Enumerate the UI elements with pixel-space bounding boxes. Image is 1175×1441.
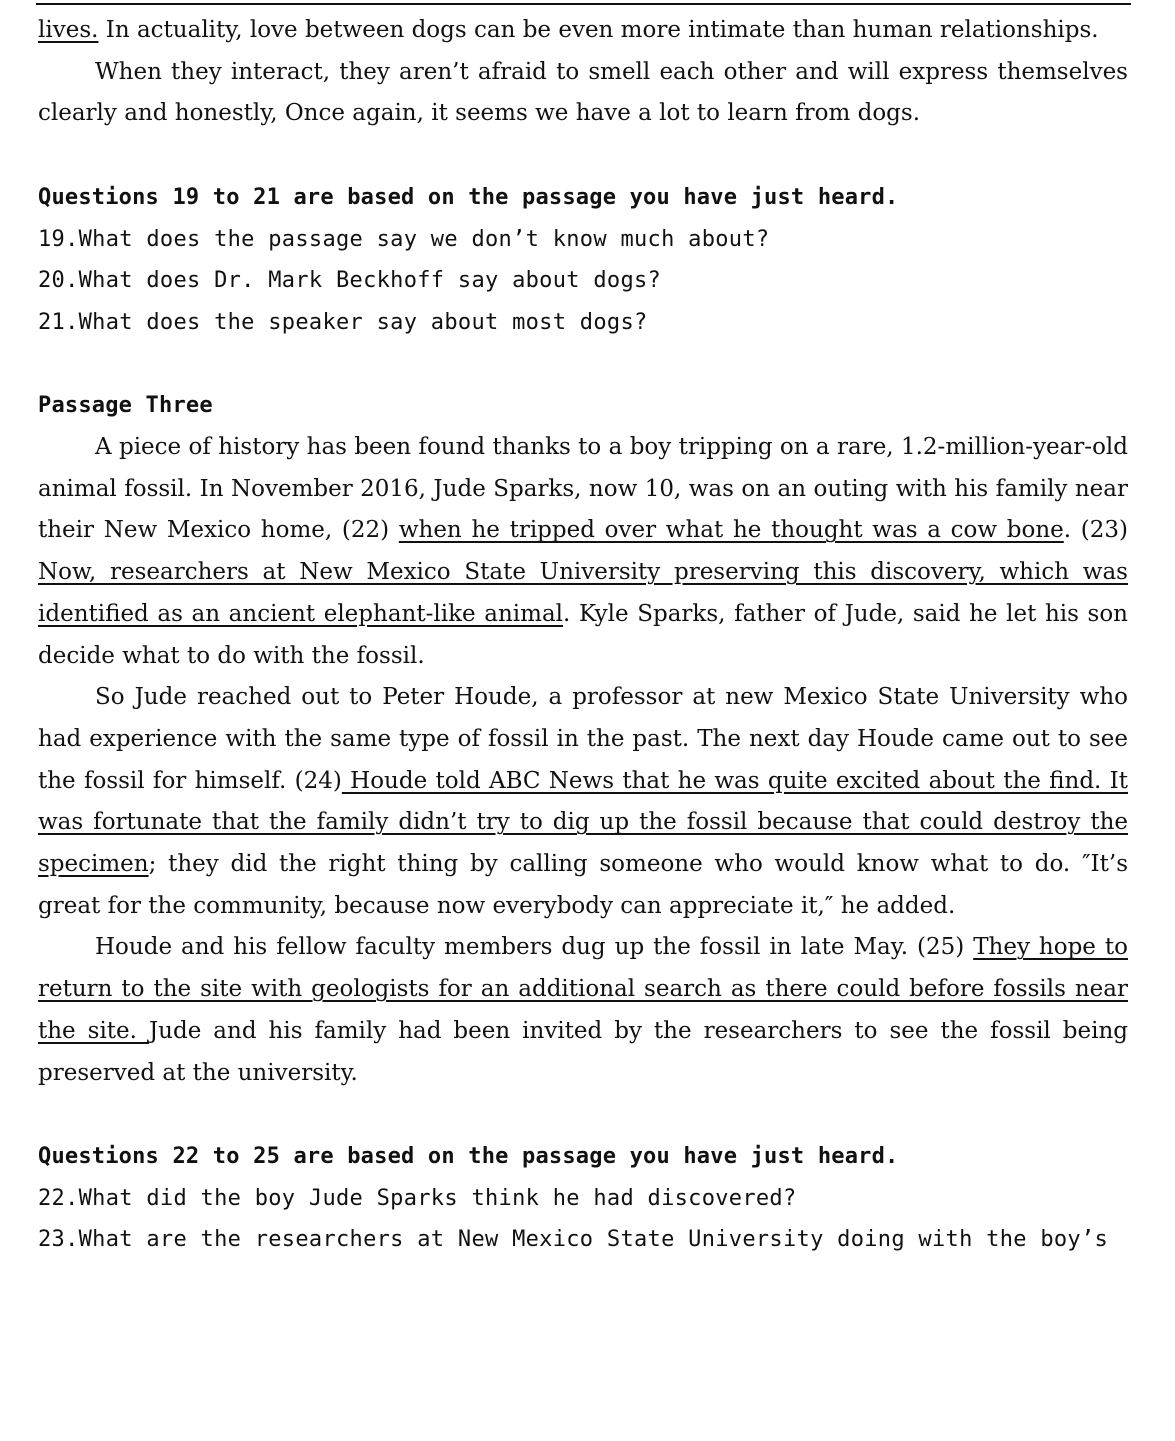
blank-line — [38, 135, 1128, 177]
document-body — [38, 10, 1128, 1261]
question-21: 21.What does the speaker say about most dogs? — [38, 309, 648, 335]
intro-paragraph-2: When they interact, they aren’t afraid to smell each other and will express themselves clearly and honestly, Once again, it seems we have a lot to learn from dogs. — [38, 58, 1128, 127]
body-text: Houde and his fellow faculty members dug up the fossil in late May. (25) — [95, 934, 974, 961]
underlined-answer-23: Now, researchers at New Mexico State University preserving this discovery, which was identified as an ancient elephant-like animal — [38, 559, 1128, 627]
blank-line — [38, 1094, 1128, 1136]
question-23: 23.What are the researchers at New Mexico State University doing with the boy’s — [38, 1227, 1109, 1253]
questions-19-21-heading: Questions 19 to 21 are based on the passage you have just heard. — [38, 184, 899, 210]
intro-paragraph-1 — [38, 10, 1128, 52]
underlined-answer-22: when he tripped over what he thought was a cow bone — [398, 517, 1064, 544]
body-text: A piece of history has been found thanks to a boy tripping on a rare, 1.2-million-year-old animal fossil. In November 2016, Jude Sparks, now 10, was on an outing with his family near their New Mexico home, (22) — [38, 434, 1128, 544]
blank-line — [38, 344, 1128, 386]
underlined-answer-24: Houde told ABC News that he was quite excited about the find. It was fortunate that the family didn’t try to dig up the fossil because that could destroy the specimen — [38, 767, 1128, 878]
body-text: In actuality, love between dogs can be even more intimate than human relationships. — [98, 17, 1099, 43]
question-22: 22.What did the boy Jude Sparks think he had discovered? — [38, 1185, 797, 1211]
question-19: 19.What does the passage say we don’t know much about? — [38, 226, 770, 252]
passage-three-title: Passage Three — [38, 393, 213, 419]
body-text: Jude and his family had been invited by the researchers to see the fossil being preserved at the university. — [38, 1017, 1128, 1086]
top-rule — [36, 3, 1131, 5]
questions-22-25-heading: Questions 22 to 25 are based on the passage you have just heard. — [38, 1143, 899, 1169]
question-20: 20.What does Dr. Mark Beckhoff say about dogs? — [38, 268, 662, 294]
passage-three-paragraph-1 — [38, 427, 1128, 677]
body-text: . (23) — [1063, 517, 1128, 544]
body-text: . Kyle Sparks, father of Jude, said he let his son decide what to do with the fossil. — [38, 600, 1128, 669]
body-text: ; they did the right thing by calling someone who would know what to do. ″It’s great for the community, because now everybody can appreciate it,″ he added. — [38, 851, 1128, 919]
passage-three-paragraph-2 — [38, 677, 1128, 927]
body-text: So Jude reached out to Peter Houde, a professor at new Mexico State University who had experience with the same type of fossil in the past. The next day Houde came out to see the fossil for himself. (24) — [38, 684, 1128, 794]
underlined-text: lives. — [38, 17, 99, 43]
underlined-answer-25: They hope to return to the site with geologists for an additional search as there could before fossils near the site. — [38, 934, 1128, 1044]
passage-three-paragraph-3 — [38, 927, 1128, 1094]
